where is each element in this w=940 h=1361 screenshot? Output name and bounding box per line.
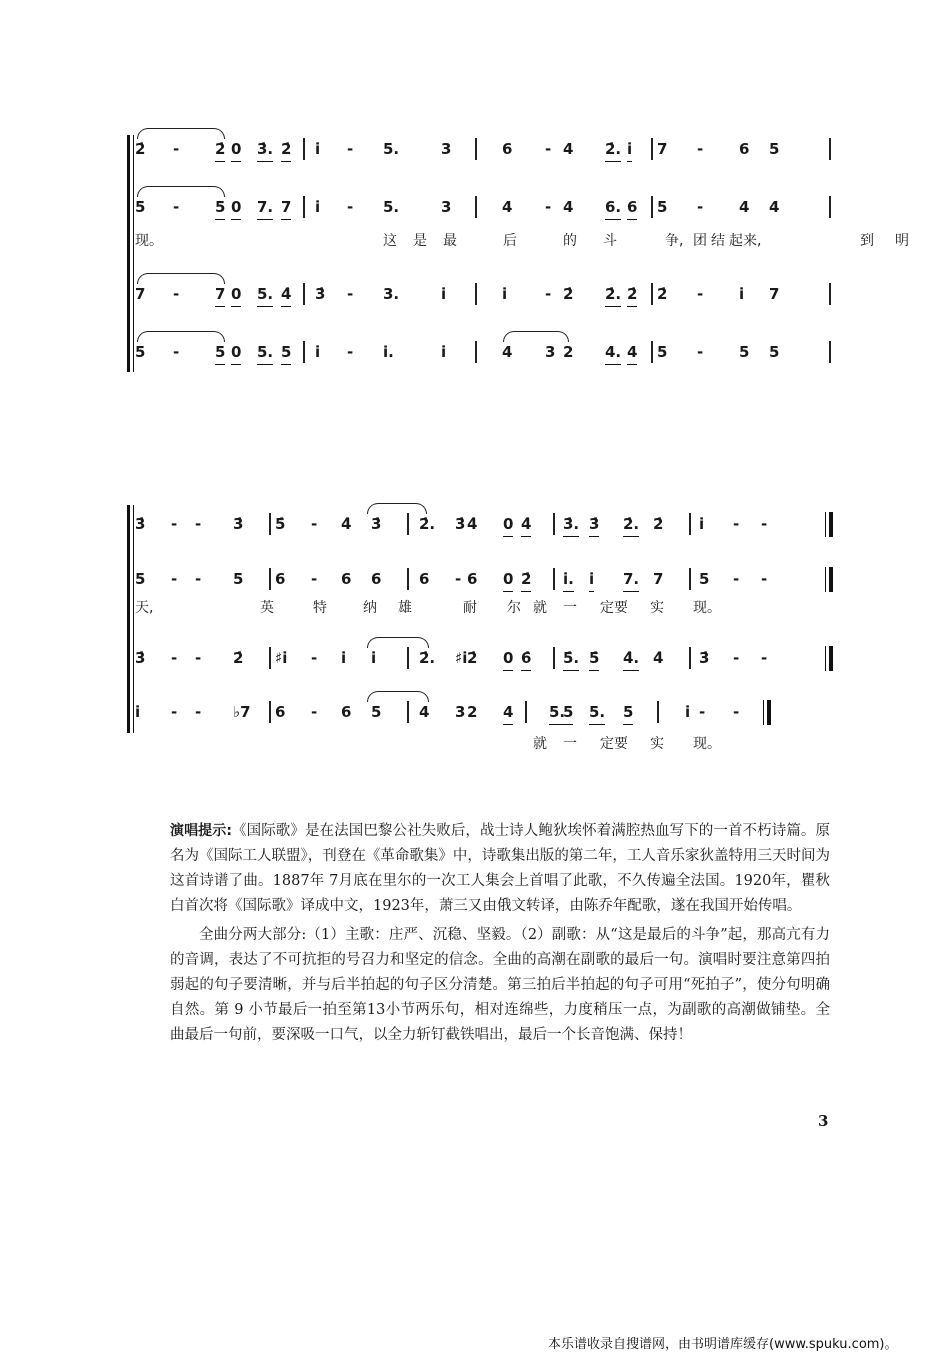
- note: 5.: [383, 198, 400, 216]
- note: 6: [275, 703, 286, 721]
- slur: [367, 503, 427, 514]
- barline: [303, 138, 305, 160]
- dash-extension: -: [171, 515, 178, 533]
- dash-extension: -: [733, 703, 740, 721]
- note: 0: [231, 138, 241, 162]
- barline: [475, 196, 477, 218]
- note: 5: [623, 701, 633, 725]
- note: 4̇: [341, 515, 352, 533]
- note: i̇: [315, 140, 321, 158]
- barline: [829, 341, 831, 363]
- dash-extension: -: [733, 515, 740, 533]
- barline: [525, 701, 527, 723]
- system-bracket: [127, 505, 130, 733]
- lyric: 最: [443, 233, 457, 249]
- note: i.: [383, 343, 394, 361]
- note: 5: [657, 198, 668, 216]
- dash-extension: -: [697, 343, 704, 361]
- notes-paragraph-1: [170, 819, 830, 919]
- lyric: 纳: [363, 600, 377, 616]
- barline: [269, 568, 271, 590]
- note: 7: [769, 285, 780, 303]
- note: ♯i̇: [275, 649, 288, 667]
- system-bracket-thin: [133, 505, 134, 733]
- note: 2̇: [281, 138, 291, 162]
- note: 4: [503, 701, 513, 725]
- lyric: 到: [860, 233, 874, 249]
- note: 3̇: [233, 515, 244, 533]
- note: 0: [231, 196, 241, 220]
- note: 6.: [605, 196, 621, 220]
- dash-extension: -: [171, 649, 178, 667]
- barline: [475, 283, 477, 305]
- note: i̇: [441, 285, 447, 303]
- note: 6: [467, 570, 478, 588]
- note: 2̇: [653, 515, 664, 533]
- dash-extension: -: [699, 703, 706, 721]
- note: 6̇: [521, 647, 531, 671]
- note: 5: [699, 570, 710, 588]
- note: 3̇: [135, 515, 146, 533]
- notes-paragraph-2: 全曲分两大部分:（1）主歌：庄严、沉稳、坚毅。（2）副歌：从“这是最后的斗争”起，那高亢有力的音调，表达了不可抗拒的号召力和坚定的信念。全曲的高潮在副歌的最后一句。演唱时要注意第四拍弱起的句子要清晰，并与后半拍起的句子区分清楚。第三拍后半拍起的句子可用“死拍子”，使分句明确自然。第 9 小节最后一拍至第13小节两乐句，相对连绵些，力度稍压一点，为副歌的高潮做铺垫。全曲最后一句前，要深吸一口气，以全力斩钉截铁唱出，最后一个长音饱满、保持！: [170, 927, 830, 1043]
- note: 2̇.: [623, 513, 639, 537]
- system-bracket: [127, 135, 130, 372]
- note: 3: [545, 343, 556, 361]
- barline: [651, 341, 653, 363]
- dash-extension: -: [347, 140, 354, 158]
- note: 5: [769, 343, 780, 361]
- lyric: 实: [650, 736, 664, 752]
- barline: [303, 283, 305, 305]
- dash-extension: -: [173, 285, 180, 303]
- barline: [689, 513, 691, 535]
- note: 2̇: [135, 140, 146, 158]
- slur: [137, 331, 225, 342]
- note: i̇: [502, 285, 508, 303]
- note: 6: [341, 570, 352, 588]
- note: 2̇: [521, 568, 531, 592]
- slur: [367, 637, 429, 648]
- note: i̇: [589, 568, 594, 592]
- note: 2: [467, 703, 478, 721]
- score-system-1: [127, 130, 909, 375]
- note: 4: [627, 341, 637, 365]
- note: 4̇: [467, 515, 478, 533]
- score-part-soprano: [135, 513, 825, 543]
- lyric: 现。: [693, 600, 721, 616]
- note: 4.: [605, 341, 621, 365]
- note: 5.: [383, 140, 400, 158]
- dash-extension: -: [761, 570, 768, 588]
- note: 3̇.: [563, 513, 579, 537]
- lyric: 明: [895, 233, 909, 249]
- barline: [269, 701, 271, 723]
- lyric: 是: [413, 233, 427, 249]
- barline: [269, 513, 271, 535]
- lyric: 雄: [398, 600, 412, 616]
- note: 2̇: [233, 649, 244, 667]
- note: 6: [627, 196, 637, 220]
- dash-extension: -: [697, 285, 704, 303]
- system-bracket-thin: [133, 135, 134, 372]
- note: 2̇: [467, 649, 478, 667]
- note: 0: [231, 283, 241, 307]
- dash-extension: -: [761, 649, 768, 667]
- lyric: 就: [533, 600, 547, 616]
- note: 5: [135, 198, 146, 216]
- note: 7: [653, 570, 664, 588]
- note: 3̇: [589, 513, 599, 537]
- lyric: 定要: [600, 736, 628, 752]
- note: 0: [503, 513, 513, 537]
- note: i̇: [371, 649, 377, 667]
- note: 5: [657, 343, 668, 361]
- dash-extension: -: [171, 703, 178, 721]
- lyric: 现。: [135, 233, 163, 249]
- note: i̇: [341, 649, 347, 667]
- note: i̇: [627, 138, 632, 162]
- note: 0: [503, 568, 513, 592]
- note: 3: [441, 140, 452, 158]
- barline: [303, 196, 305, 218]
- note: 5: [281, 341, 291, 365]
- lyric: 起来,: [729, 233, 762, 249]
- dash-extension: -: [347, 285, 354, 303]
- barline: [407, 647, 409, 669]
- barline: [553, 647, 555, 669]
- source-footer: 本乐谱收录自搜谱网，由书明谱库缓存(www.spuku.com)。: [548, 1337, 898, 1352]
- slur: [137, 273, 225, 284]
- dash-extension: -: [347, 343, 354, 361]
- barline: [475, 341, 477, 363]
- note: 5: [215, 196, 225, 220]
- lyric: 一: [563, 600, 577, 616]
- lyric: 现。: [693, 736, 721, 752]
- note: i̇: [135, 703, 141, 721]
- lyric: 这: [383, 233, 397, 249]
- note: 6: [341, 703, 352, 721]
- lyric: 争,: [665, 233, 684, 249]
- note: 4̇: [521, 513, 531, 537]
- note: 4̇: [281, 283, 291, 307]
- barline: [689, 647, 691, 669]
- note: 7.: [257, 196, 273, 220]
- slur: [367, 691, 429, 702]
- note: i̇: [315, 198, 321, 216]
- dash-extension: -: [733, 649, 740, 667]
- score-part-soprano: [135, 138, 825, 168]
- notes-text-1: 《国际歌》是在法国巴黎公社失败后，战士诗人鲍狄埃怀着满腔热血写下的一首不朽诗篇。原名为《国际工人联盟》，刊登在《革命歌集》中，诗歌集出版的第二年，工人音乐家狄盖特用三天时间为这首诗谱了曲。1887年 7月底在里尔的一次工人集会上首唱了此歌，不久传遍全法国。1920年，瞿秋白首次将《国际歌》译成中文，1923年，萧三又由俄文转译，由陈乔年配歌，遂在我国开始传唱。: [170, 823, 830, 914]
- note: 4: [502, 343, 513, 361]
- score-part-alto: [135, 196, 825, 226]
- note: 5: [135, 570, 146, 588]
- barline: [651, 196, 653, 218]
- note: 4: [419, 703, 430, 721]
- score-part-tenor: [135, 647, 825, 677]
- dash-extension: -: [311, 515, 318, 533]
- dash-extension: -: [311, 703, 318, 721]
- barline: [829, 196, 831, 218]
- lyric: 的: [563, 233, 577, 249]
- dash-extension: -: [455, 570, 462, 588]
- note: 6: [739, 140, 750, 158]
- lyric: 斗: [603, 233, 617, 249]
- dash-extension: -: [347, 198, 354, 216]
- note: 2̇: [563, 285, 574, 303]
- lyric: 一: [563, 736, 577, 752]
- note: 6: [419, 570, 430, 588]
- note: 0: [231, 341, 241, 365]
- note: 2̇.: [419, 515, 436, 533]
- dash-extension: -: [545, 140, 552, 158]
- lyric: 耐: [463, 600, 477, 616]
- note: 2̇: [215, 138, 225, 162]
- lyric: 团: [693, 233, 707, 249]
- barline: [407, 568, 409, 590]
- note: i̇: [699, 515, 705, 533]
- note: 4: [739, 198, 750, 216]
- note: 2: [563, 343, 574, 361]
- barline: [269, 647, 271, 669]
- lyric: 后: [503, 233, 517, 249]
- dash-extension: -: [733, 570, 740, 588]
- note: i̇.: [563, 568, 574, 592]
- note: 7: [281, 196, 291, 220]
- note: 2̇: [627, 283, 637, 307]
- barline: [657, 701, 659, 723]
- dash-extension: -: [195, 515, 202, 533]
- note: i̇: [315, 343, 321, 361]
- note: 5: [769, 140, 780, 158]
- note: 3̇: [315, 285, 326, 303]
- slur: [137, 186, 225, 197]
- note: 7.: [623, 568, 639, 592]
- page-number: 3: [818, 1112, 829, 1130]
- final-barline: [825, 567, 831, 592]
- note: ♭7: [233, 703, 251, 721]
- score-system-2: [127, 500, 827, 752]
- dash-extension: -: [697, 140, 704, 158]
- dash-extension: -: [545, 198, 552, 216]
- note: 5: [215, 341, 225, 365]
- final-barline: [825, 512, 831, 537]
- dash-extension: -: [761, 515, 768, 533]
- lyric: 英: [260, 600, 274, 616]
- dash-extension: -: [173, 198, 180, 216]
- note: 5: [563, 701, 573, 725]
- note: 5.: [257, 341, 273, 365]
- note: 4: [563, 140, 574, 158]
- note: 0: [503, 647, 513, 671]
- note: 5̇.: [563, 647, 579, 671]
- barline: [475, 138, 477, 160]
- note: 4̇.: [623, 647, 639, 671]
- note: 2̇.: [419, 649, 436, 667]
- note: 2̇.: [605, 138, 621, 162]
- note: 3.: [383, 285, 400, 303]
- note: 5̇: [275, 515, 286, 533]
- dash-extension: -: [173, 140, 180, 158]
- note: 5: [371, 703, 382, 721]
- note: 3̇.: [257, 138, 273, 162]
- barline: [689, 568, 691, 590]
- note: 5: [135, 343, 146, 361]
- note: i̇: [441, 343, 447, 361]
- note: 4: [769, 198, 780, 216]
- lyric: 就: [533, 736, 547, 752]
- slur: [137, 128, 225, 139]
- lyric: 实: [650, 600, 664, 616]
- note: 4: [502, 198, 513, 216]
- barline: [829, 283, 831, 305]
- dash-extension: -: [173, 343, 180, 361]
- lyric: 定要: [600, 600, 628, 616]
- slur: [503, 331, 569, 342]
- note: 6: [275, 570, 286, 588]
- note: 5.: [257, 283, 273, 307]
- final-barline: [825, 646, 831, 671]
- note: 3̇: [135, 649, 146, 667]
- note: 3̇: [371, 515, 382, 533]
- note: 3: [455, 703, 466, 721]
- note: 7: [657, 140, 668, 158]
- note: 6: [502, 140, 513, 158]
- score-part-bass: [135, 701, 825, 731]
- lyric: 特: [313, 600, 327, 616]
- dash-extension: -: [311, 570, 318, 588]
- score-part-tenor: [135, 283, 825, 313]
- note: 5.: [589, 701, 605, 725]
- dash-extension: -: [195, 649, 202, 667]
- note: 4: [563, 198, 574, 216]
- score-part-bass: [135, 341, 825, 371]
- barline: [407, 701, 409, 723]
- barline: [407, 513, 409, 535]
- note: 4̇: [653, 649, 664, 667]
- final-barline: [763, 700, 769, 725]
- note: 2̇: [657, 285, 668, 303]
- dash-extension: -: [171, 570, 178, 588]
- dash-extension: -: [311, 649, 318, 667]
- lyric: 天,: [135, 600, 154, 616]
- barline: [553, 513, 555, 535]
- dash-extension: -: [697, 198, 704, 216]
- note: 5̇: [589, 647, 599, 671]
- note: 5: [739, 343, 750, 361]
- lyric: 尔: [507, 600, 521, 616]
- note: 7: [135, 285, 146, 303]
- dash-extension: -: [195, 703, 202, 721]
- performance-notes: [170, 819, 830, 1048]
- dash-extension: -: [195, 570, 202, 588]
- barline: [553, 568, 555, 590]
- dash-extension: -: [545, 285, 552, 303]
- note: 6: [371, 570, 382, 588]
- barline: [303, 341, 305, 363]
- note: 3̇: [699, 649, 710, 667]
- barline: [651, 283, 653, 305]
- note: i̇: [739, 285, 745, 303]
- lyric: 结: [711, 233, 725, 249]
- barline: [829, 138, 831, 160]
- note: 3: [441, 198, 452, 216]
- note: i̇: [685, 703, 691, 721]
- note: ♯i̇: [455, 649, 468, 667]
- note: 5: [233, 570, 244, 588]
- note: 7: [215, 283, 225, 307]
- note: 2̇.: [605, 283, 621, 307]
- note: 3̇: [455, 515, 466, 533]
- note: 5.: [549, 701, 565, 725]
- barline: [651, 138, 653, 160]
- notes-lead: 演唱提示:: [170, 823, 232, 839]
- score-part-alto: [135, 568, 825, 598]
